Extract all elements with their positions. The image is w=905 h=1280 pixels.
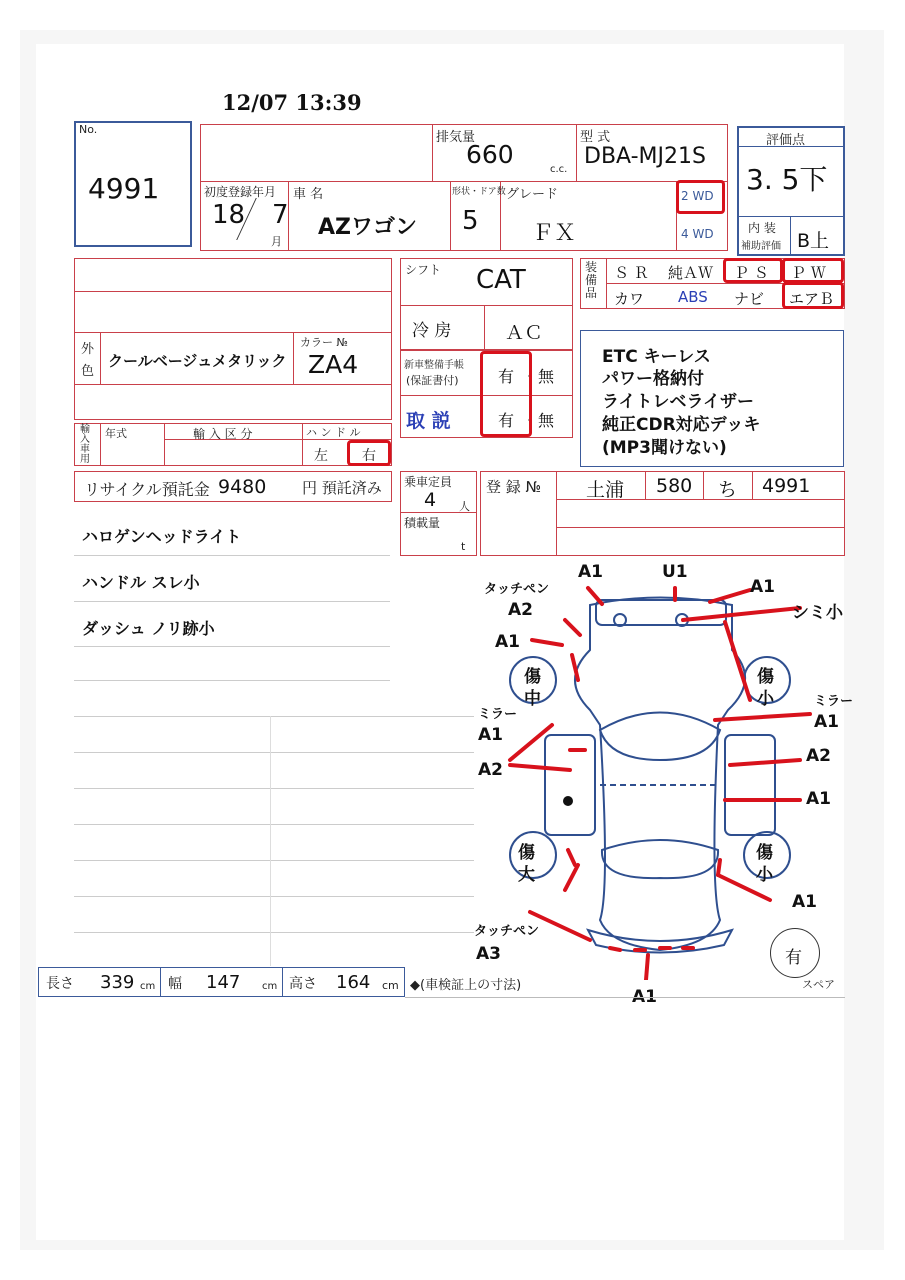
windshield [600, 713, 720, 761]
damage-a2-left-door: A2 [478, 760, 503, 780]
equip-navi: ナビ [734, 290, 765, 308]
damage-touch-front: タッチペン [484, 582, 550, 597]
ac-value: ＡＣ [505, 322, 544, 344]
exterior-color-label-1: 外 [81, 342, 95, 357]
interior-label-1: 内 装 [748, 221, 776, 235]
damage-u1-front: U1 [662, 562, 688, 582]
auction-datetime: 12/07 13:39 [222, 90, 362, 115]
car-name: AZワゴン [318, 215, 417, 240]
damage-a1-front-left: A1 [578, 562, 603, 582]
damage-mirror-left: ミラー [478, 707, 518, 722]
note-halogen: ハロゲンヘッドライト [82, 527, 242, 546]
rear-window [602, 840, 718, 878]
manual-dot: ・ [522, 411, 539, 430]
note-etc: ETC キーレス [602, 347, 711, 367]
damage-a1-mirror-left: A1 [478, 725, 503, 745]
drive-4wd: 4 WD [681, 227, 714, 241]
car-body-outline [575, 598, 745, 951]
damage-a1-rear-right: A1 [792, 892, 817, 912]
equip-aw: 純ＡＷ [668, 264, 714, 282]
height-label: 高さ [289, 976, 317, 992]
interior-label-2: 補助評価 [741, 241, 781, 252]
grade-label: グレード [506, 187, 559, 202]
note-power-fold: パワー格納付 [602, 369, 704, 389]
score-label: 評価点 [766, 133, 806, 148]
capacity-value: 4 [424, 489, 437, 511]
wheel-kizu-fr: 傷 [757, 667, 774, 687]
length-value: 339 [100, 972, 135, 993]
equipment-label: 装備品 [585, 260, 598, 300]
equip-ps: Ｐ Ｓ [734, 264, 769, 282]
note-mp3: (MP3聞けない) [602, 438, 727, 458]
damage-shimi: シミ小 [792, 603, 843, 623]
note-handle-wear: ハンドル スレ小 [82, 573, 200, 592]
registration-label: 登 録 № [486, 478, 542, 496]
capacity-unit: 人 [459, 500, 470, 513]
damage-a1-front-right: A1 [750, 577, 775, 597]
damage-a1-right-door: A1 [806, 789, 831, 809]
equip-airbag-circle [782, 282, 844, 309]
damage-a1-left-front: A1 [495, 632, 520, 652]
equip-airbag: エアＢ [789, 290, 835, 308]
first-reg-month: 7 [272, 200, 289, 230]
dims-note: ◆(車検証上の寸法) [410, 978, 522, 993]
records-yes-circle [480, 351, 532, 437]
load-unit: t [461, 540, 466, 553]
maint-label-1: 新車整備手帳 [404, 360, 464, 371]
length-unit: cm [140, 981, 156, 992]
lot-number-label: No. [79, 123, 98, 136]
equip-kawa: カワ [614, 290, 645, 308]
recycle-label: リサイクル預託金 [84, 480, 210, 499]
length-label: 長さ [46, 976, 74, 992]
width-label: 幅 [168, 976, 182, 992]
lot-number: 4991 [88, 172, 160, 205]
damage-a1-mirror-right: A1 [814, 712, 839, 732]
model-label: 型 式 [580, 130, 611, 145]
capacity-label: 乗車定員 [404, 475, 453, 489]
maint-label-2: (保証書付) [406, 374, 459, 387]
recycle-amount: 9480 [218, 476, 267, 498]
registration-plate: 4991 [762, 475, 811, 497]
height-unit: cm [382, 979, 399, 992]
wheel-dai-rl: 大 [518, 865, 535, 885]
spare-label: スペア [802, 978, 835, 991]
maint-dot: ・ [522, 367, 539, 386]
equip-pw-circle [782, 258, 844, 283]
model-code: DBA-MJ21S [584, 144, 706, 169]
drive-2wd-circle [676, 180, 725, 214]
ac-label: 冷 房 [412, 321, 452, 341]
grade-value: ＦＸ [532, 221, 577, 246]
doors-label: 形状・ドア数 [452, 187, 506, 197]
handle-left: 左 [314, 448, 328, 464]
manual-yes: 有 [498, 411, 515, 430]
dent-dot [563, 796, 573, 806]
wheel-kizu-fl: 傷 [524, 667, 541, 687]
exterior-color-name: クールベージュメタリック [108, 352, 287, 370]
spare-value: 有 [785, 948, 802, 968]
cc-unit: c.c. [550, 164, 568, 175]
registration-kana: ち [718, 479, 738, 501]
wheel-kizu-rr: 傷 [756, 843, 773, 863]
first-reg-label: 初度登録年月 [204, 185, 277, 199]
damage-a2-front: A2 [508, 600, 533, 620]
load-label: 積載量 [404, 516, 441, 530]
first-reg-year: 18 [212, 200, 246, 230]
shift-label: シフト [405, 263, 442, 277]
car-name-label: 車 名 [293, 187, 324, 202]
wheel-sho-fr: 小 [757, 689, 774, 709]
equip-pw: Ｐ Ｗ [791, 264, 826, 282]
exterior-color-label-2: 色 [81, 364, 95, 379]
displacement-label: 排気量 [436, 130, 476, 145]
registration-place: 土浦 [586, 479, 625, 501]
equip-ps-circle [723, 258, 783, 283]
interior-score: B上 [797, 230, 830, 252]
import-label: 輸入車用 [80, 424, 90, 465]
damage-mirror-right: ミラー [814, 694, 854, 709]
maint-no: 無 [538, 367, 555, 386]
score-value: 3. 5下 [746, 163, 828, 196]
width-value: 147 [206, 972, 241, 993]
wheel-naka-fl: 中 [524, 689, 541, 709]
wheel-kizu-rl: 傷 [518, 843, 535, 863]
recycle-unit: 円 預託済み [302, 479, 382, 497]
shift-value: CAT [476, 265, 526, 295]
note-leveller: ライトレベライザー [602, 392, 754, 412]
maint-yes: 有 [498, 367, 515, 386]
handle-right: 右 [362, 448, 376, 464]
color-code: ZA4 [308, 350, 359, 379]
import-year-label: 年式 [105, 427, 127, 440]
equip-abs: ABS [678, 288, 708, 306]
drive-2wd: 2 WD [681, 189, 714, 203]
damage-a2-right-door: A2 [806, 746, 831, 766]
width-unit: cm [262, 981, 278, 992]
note-cdr-deck: 純正CDR対応デッキ [602, 415, 761, 435]
month-unit: 月 [271, 235, 282, 248]
handle-right-circle [347, 440, 391, 466]
handle-label: ハ ン ド ル [306, 426, 361, 439]
registration-num: 580 [656, 475, 693, 497]
damage-a3-rear: A3 [476, 944, 501, 964]
manual-no: 無 [538, 411, 555, 430]
front-bumper [596, 600, 726, 625]
displacement-value: 660 [466, 140, 514, 169]
damage-touch-rear: タッチペン [474, 924, 540, 939]
height-value: 164 [336, 972, 371, 993]
right-doors [725, 735, 775, 835]
equip-sr: Ｓ Ｒ [614, 264, 649, 282]
wheel-sho-rr: 小 [756, 865, 773, 885]
note-dash-glue: ダッシュ ノリ跡小 [82, 619, 215, 638]
car-diagram [470, 560, 850, 980]
doors-value: 5 [462, 206, 479, 236]
import-category-label: 輸 入 区 分 [193, 427, 253, 441]
damage-a1-rear: A1 [632, 987, 657, 1007]
color-code-label: カラー № [300, 336, 348, 349]
manual-label: 取 説 [406, 410, 451, 432]
